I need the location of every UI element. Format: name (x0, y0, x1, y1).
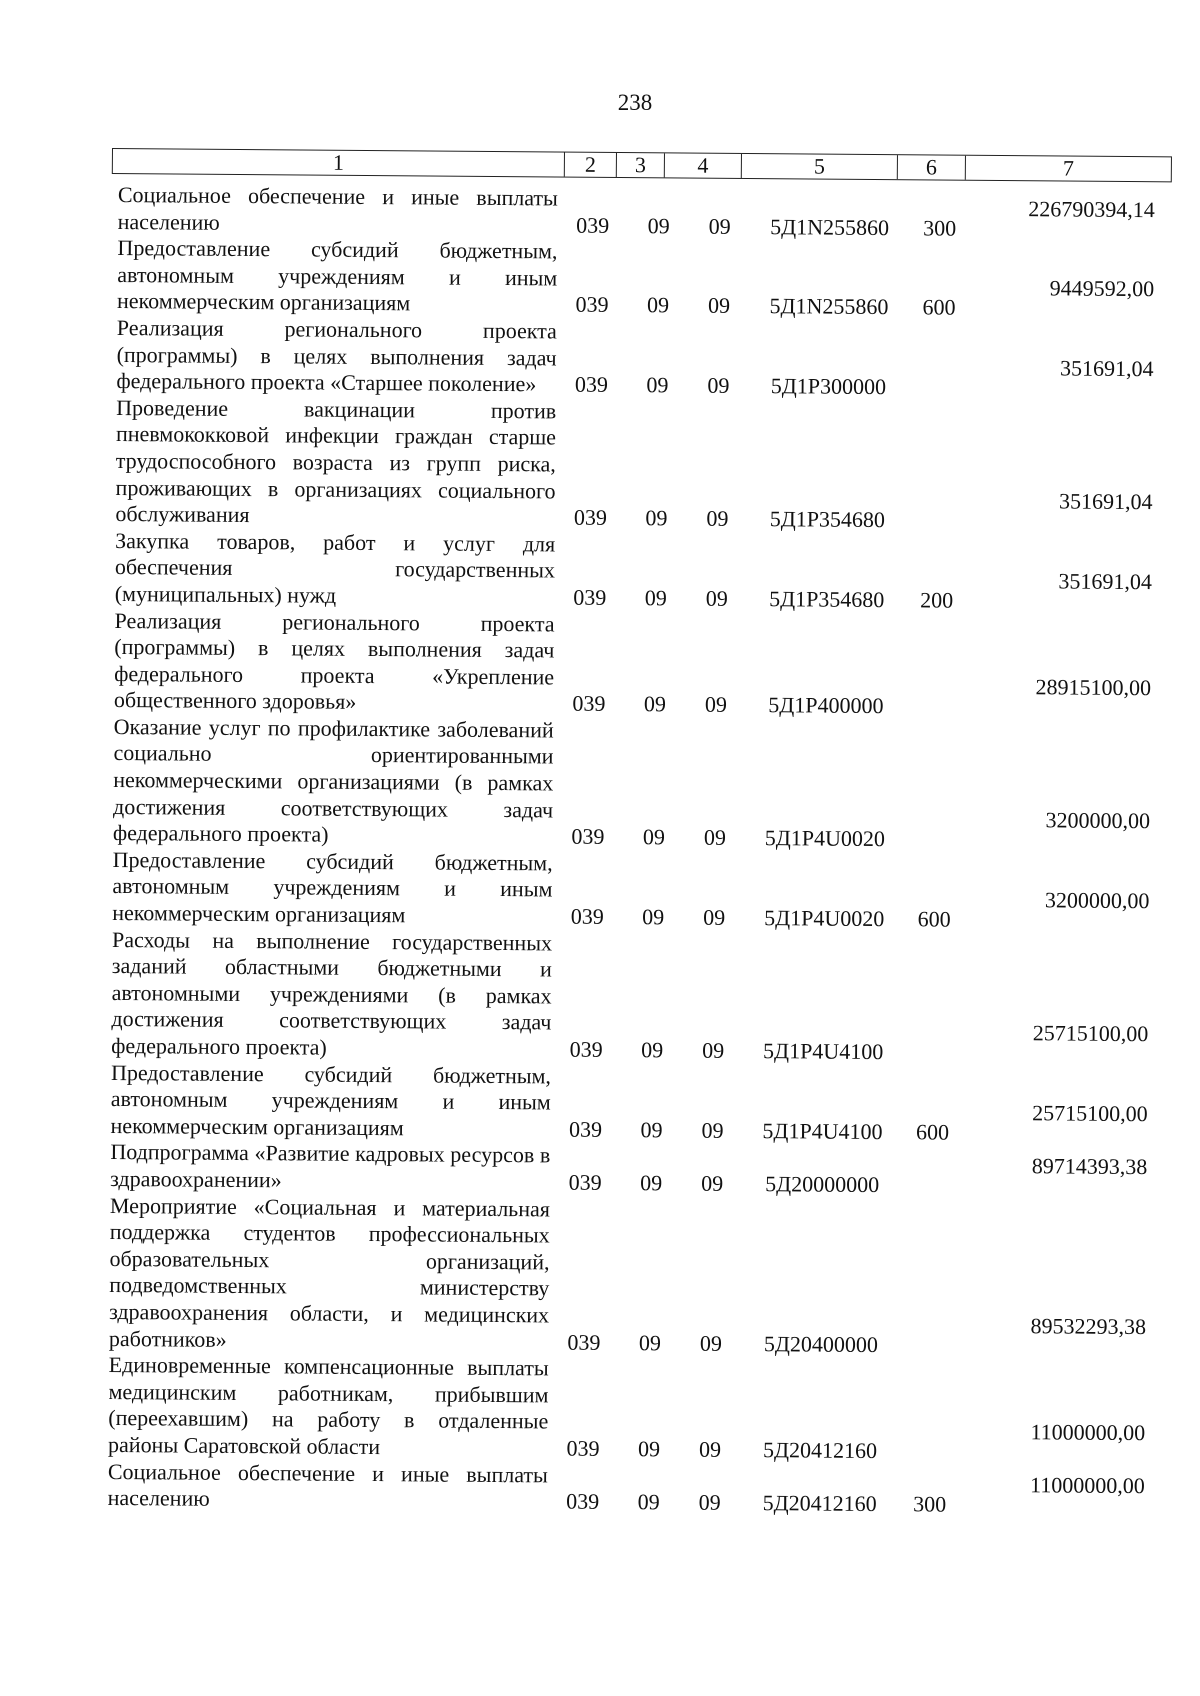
target-article-code: 5Д1Р354680 (769, 586, 885, 612)
table-row (118, 182, 1188, 244)
row-description: Социальное обеспечение и иные выплаты населению (117, 182, 558, 235)
target-article-code: 5Д1Р4U0020 (764, 825, 886, 852)
section-code: 09 (637, 1489, 660, 1515)
section-code: 09 (638, 1329, 662, 1355)
header-col-3: 3 (617, 153, 665, 177)
subsection-code: 09 (708, 213, 731, 239)
section-code: 09 (646, 292, 670, 318)
ministry-code: 039 (574, 371, 609, 398)
subsection-code: 09 (703, 824, 726, 851)
row-description: Реализация регионального проекта (программы) в целях выполнения задач федерального проекта «Старшее поколение» (116, 314, 557, 397)
row-description: Расходы на выполнение государственных заданий областными бюджетными и автономными учреждениями (в рамках достижения соответствующих задач федерального проекта) (111, 926, 553, 1060)
table-header (112, 148, 1172, 182)
expense-type-code: 300 (913, 1491, 947, 1517)
section-code: 09 (647, 212, 670, 238)
amount: 351691,04 (1059, 355, 1154, 382)
ministry-code: 039 (576, 212, 610, 238)
row-description: Закупка товаров, работ и услуг для обеспечения государственных (муниципальных) нужд (114, 527, 556, 608)
subsection-code: 09 (702, 1037, 725, 1063)
ministry-code: 039 (566, 1435, 600, 1461)
section-code: 09 (640, 1170, 663, 1196)
ministry-code: 039 (569, 1036, 603, 1062)
table-row (115, 395, 1186, 536)
header-col-6: 6 (898, 155, 966, 180)
amount: 11000000,00 (1030, 1419, 1146, 1446)
amount: 89532293,38 (1030, 1312, 1147, 1339)
subsection-code: 09 (705, 585, 728, 611)
amount: 226790394,14 (1028, 195, 1155, 222)
header-col-4: 4 (665, 153, 742, 178)
target-article-code: 5Д1Р4U4100 (762, 1117, 883, 1144)
row-description: Социальное обеспечение и иные выплаты населению (107, 1458, 548, 1511)
ministry-code: 039 (572, 690, 606, 717)
amount: 11000000,00 (1030, 1472, 1145, 1499)
table-row (108, 1458, 1178, 1520)
amount: 25715100,00 (1032, 1099, 1148, 1126)
subsection-code: 09 (701, 1170, 724, 1196)
target-article-code: 5Д1Р4U4100 (763, 1038, 884, 1065)
table-row (115, 528, 1186, 616)
ministry-code: 039 (568, 1116, 603, 1142)
table-row (112, 847, 1183, 935)
header-col-5: 5 (742, 154, 898, 179)
table-body (108, 182, 1188, 1520)
target-article-code: 5Д1Р4U0020 (764, 905, 885, 932)
amount: 351691,04 (1058, 568, 1152, 595)
subsection-code: 09 (699, 1330, 722, 1356)
subsection-code: 09 (706, 505, 729, 531)
table-row (110, 1060, 1181, 1148)
section-code: 09 (641, 1037, 664, 1063)
amount: 25715100,00 (1032, 1020, 1149, 1047)
section-code: 09 (640, 1116, 663, 1143)
subsection-code: 09 (698, 1489, 721, 1515)
row-description: Предоставление субсидий бюджетным, автономным учреждениям и иным некоммерческим организациям (110, 1059, 552, 1141)
target-article-code: 5Д20400000 (763, 1330, 878, 1357)
row-description: Оказание услуг по профилактике заболеваний социально ориентированными некоммерческими организациями (в рамках достижения соответствующих задач федерального проекта) (112, 713, 554, 847)
subsection-code: 09 (707, 293, 731, 319)
row-description: Проведение вакцинации против пневмококковой инфекции граждан старше трудоспособного возраста из групп риска, проживающих в организациях социального обслуживания (115, 394, 557, 528)
page-number: 238 (617, 90, 653, 115)
subsection-code: 09 (704, 691, 728, 718)
ministry-code: 039 (575, 291, 609, 318)
expense-type-code: 600 (917, 906, 951, 932)
row-description: Подпрограмма «Развитие кадровых ресурсов в здравоохранении» (110, 1139, 551, 1193)
target-article-code: 5Д1Р300000 (770, 373, 887, 400)
amount: 351691,04 (1058, 488, 1153, 515)
amount: 9449592,00 (1049, 275, 1155, 302)
amount: 28915100,00 (1035, 674, 1152, 701)
ministry-code: 039 (571, 823, 605, 850)
subsection-code: 09 (698, 1436, 722, 1462)
section-code: 09 (646, 372, 669, 398)
target-article-code: 5Д1N255860 (770, 213, 890, 240)
amount: 89714393,38 (1031, 1153, 1148, 1180)
ministry-code: 039 (570, 903, 604, 929)
target-article-code: 5Д20000000 (765, 1171, 880, 1197)
ministry-code: 039 (566, 1488, 600, 1514)
table-row (108, 1352, 1179, 1467)
table-row (110, 1139, 1180, 1201)
section-code: 09 (637, 1436, 661, 1462)
header-col-1: 1 (113, 149, 565, 177)
expense-type-code: 600 (922, 294, 956, 320)
target-article-code: 5Д1Р400000 (768, 692, 884, 719)
subsection-code: 09 (701, 1117, 724, 1143)
table-row (113, 714, 1184, 855)
target-article-code: 5Д20412160 (762, 1437, 878, 1463)
ministry-code: 039 (568, 1169, 602, 1195)
subsection-code: 09 (707, 372, 730, 398)
expense-type-code: 600 (915, 1119, 950, 1145)
target-article-code: 5Д1Р354680 (769, 506, 886, 533)
header-col-2: 2 (565, 153, 617, 177)
amount: 3200000,00 (1044, 887, 1150, 914)
section-code: 09 (642, 824, 665, 850)
section-code: 09 (643, 691, 667, 717)
row-description: Предоставление субсидий бюджетным, автономным учреждениям и иным некоммерческим организациям (112, 846, 553, 928)
ministry-code: 039 (567, 1329, 601, 1355)
row-description: Реализация регионального проекта (программы) в целях выполнения задач федерального проекта «Укрепление общественного здоровья» (113, 607, 555, 715)
target-article-code: 5Д20412160 (762, 1490, 877, 1517)
section-code: 09 (642, 904, 665, 930)
subsection-code: 09 (703, 904, 726, 930)
amount: 3200000,00 (1045, 807, 1151, 834)
target-article-code: 5Д1N255860 (769, 293, 889, 320)
table-row (114, 607, 1185, 722)
expense-type-code: 200 (920, 587, 954, 613)
row-description: Единовременные компенсационные выплаты медицинским работникам, прибывшим (переехавшим) на работу в отдаленные районы Саратовской области (107, 1352, 549, 1460)
table-row (109, 1193, 1180, 1361)
header-col-7: 7 (1062, 155, 1074, 181)
section-code: 09 (644, 585, 667, 611)
table-row (116, 315, 1187, 403)
row-description: Предоставление субсидий бюджетным, автономным учреждениям и иным некоммерческим организациям (116, 235, 558, 316)
section-code: 09 (645, 505, 668, 531)
row-description: Мероприятие «Социальная и материальная поддержка студентов профессиональных образовательных организаций, подведомственных министерству здравоохранения области, и медицинских работников» (108, 1192, 551, 1352)
ministry-code: 039 (573, 504, 607, 530)
table-row (111, 927, 1182, 1068)
ministry-code: 039 (573, 584, 607, 610)
expense-type-code: 300 (923, 214, 957, 241)
table-row (117, 235, 1188, 323)
